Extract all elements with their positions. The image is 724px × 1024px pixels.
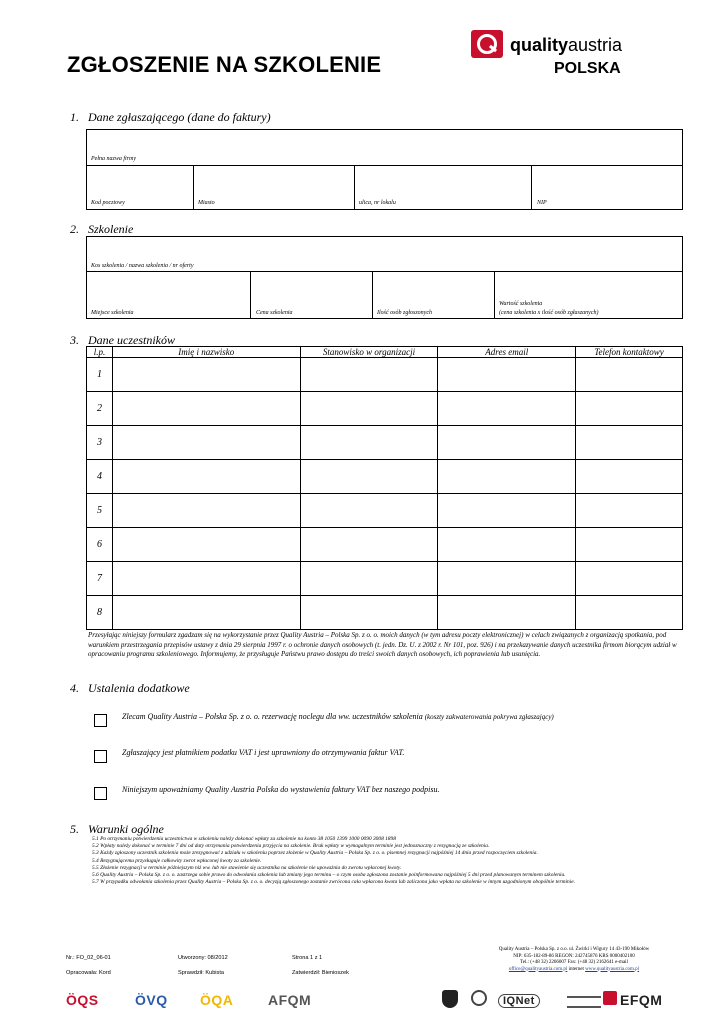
col-header-phone: Telefon kontaktowy xyxy=(576,347,683,358)
email-cell[interactable] xyxy=(438,494,576,528)
general-conditions-list xyxy=(92,836,682,886)
table-row xyxy=(87,562,683,596)
section-1-col-divider xyxy=(354,165,355,210)
table-row xyxy=(87,494,683,528)
row-number: 4 xyxy=(87,460,113,494)
section-2-col-divider xyxy=(372,271,373,319)
email-cell[interactable] xyxy=(438,562,576,596)
name-cell[interactable] xyxy=(112,596,300,630)
row-number: 6 xyxy=(87,528,113,562)
email-cell[interactable] xyxy=(438,358,576,392)
col-header-name: Imię i nazwisko xyxy=(112,347,300,358)
page-number: Strona 1 z 1 xyxy=(292,955,323,961)
row-number: 2 xyxy=(87,392,113,426)
row-number: 7 xyxy=(87,562,113,596)
ovq-logo: ÖVQ xyxy=(135,992,168,1008)
email-cell[interactable] xyxy=(438,392,576,426)
section-1-heading: 1. Dane zgłaszającego (dane do faktury) xyxy=(70,110,271,124)
section-1-col-divider xyxy=(531,165,532,210)
phone-cell[interactable] xyxy=(576,460,683,494)
row-number: 1 xyxy=(87,358,113,392)
vat-payer-checkbox[interactable] xyxy=(94,750,107,763)
afqm-logo: AFQM xyxy=(268,992,312,1008)
approved-by: Zatwierdził: Bienioszek xyxy=(292,970,349,976)
condition-item: 5.5 Złożenie rezygnacji w terminie późniejszym niż ww. lub nie stawienie się uczestnika na szkolenie nie upoważnia do zwrotu wpłaconej kwoty. xyxy=(92,864,402,871)
position-cell[interactable] xyxy=(300,494,438,528)
col-header-email: Adres email xyxy=(438,347,576,358)
company-address: Quality Austria – Polska Sp. z o.o. ul. Żwirki i Wigury 14 43-190 Mikołów xyxy=(498,947,650,952)
name-cell[interactable] xyxy=(112,562,300,596)
position-cell[interactable] xyxy=(300,596,438,630)
position-cell[interactable] xyxy=(300,426,438,460)
postal-code-field[interactable]: Kod pocztowy xyxy=(91,200,125,206)
position-cell[interactable] xyxy=(300,562,438,596)
email-cell[interactable] xyxy=(438,596,576,630)
name-cell[interactable] xyxy=(112,494,300,528)
section-5-heading: 5. Warunki ogólne xyxy=(70,822,164,836)
full-name-field[interactable]: Pełna nazwa firmy xyxy=(91,156,136,162)
training-price-field[interactable]: Cena szkolenia xyxy=(256,310,293,316)
phone-cell[interactable] xyxy=(576,358,683,392)
name-cell[interactable] xyxy=(112,426,300,460)
city-field[interactable]: Miasto xyxy=(198,200,215,206)
section-1-form xyxy=(86,129,683,210)
table-row xyxy=(87,596,683,630)
created-date: Utworzony: 08/2012 xyxy=(178,955,228,961)
iqnet-logo: IQNet xyxy=(498,994,540,1008)
position-cell[interactable] xyxy=(300,460,438,494)
page-title: ZGŁOSZENIE NA SZKOLENIE xyxy=(67,52,382,77)
section-2-col-divider xyxy=(250,271,251,319)
phone-cell[interactable] xyxy=(576,562,683,596)
quality-austria-small-logo-icon xyxy=(603,991,617,1005)
data-consent-text: Przesyłając niniejszy formularz zgadzam się na wykorzystanie przez Quality Austria – Polska Sp. z o. o. moich danych (w tym adresu poczty elektronicznej) w celach związanych z organizacją spotkania, pod warunkiem przestrzegania przepisów ustawy z dnia 29 sierpnia 1997 r. o ochronie danych osobowych (t. jedn. Dz. U. z 2002 r. Nr 101, poz. 926) i na przekazywanie danych uczestnika firmom biorącym udział w opracowaniu programu szkoleniowego. Informujemy, że przysługuje Państwu prawo dostępu do treści swoich danych osobowych, ich poprawienia lub usunięcia. xyxy=(88,631,677,658)
condition-item: 5.4 Rezygnującemu przysługuje całkowity zwrot wpłaconej kwoty za szkolenie. xyxy=(92,857,262,864)
section-2-heading: 2. Szkolenie xyxy=(70,222,134,236)
invoice-authorization-option-label: Niniejszym upoważniamy Quality Austria Polska do wystawienia faktury VAT bez naszego podpisu. xyxy=(122,785,440,794)
quality-austria-logo-icon xyxy=(471,30,503,58)
condition-item: 5.1 Po otrzymaniu potwierdzenia uczestnictwa w szkoleniu należy dokonać wpłaty za szkolenie na konto 38 1050 1399 1000 0090 3008 1898 xyxy=(92,836,396,842)
position-cell[interactable] xyxy=(300,528,438,562)
phone-cell[interactable] xyxy=(576,494,683,528)
phone-cell[interactable] xyxy=(576,528,683,562)
table-row xyxy=(87,460,683,494)
street-field[interactable]: ulica, nr lokalu xyxy=(359,200,396,206)
eagle-emblem-icon xyxy=(442,990,458,1008)
training-place-field[interactable]: Miejsce szkolenia xyxy=(91,310,134,316)
col-header-lp: l.p. xyxy=(87,347,113,358)
partner-emblem-icon xyxy=(567,996,601,1008)
email-cell[interactable] xyxy=(438,528,576,562)
section-2-col-divider xyxy=(494,271,495,319)
invoice-authorization-checkbox[interactable] xyxy=(94,787,107,800)
course-name-field[interactable]: Kos szkolenia / nazwa szkolenia / nr oferty xyxy=(91,263,194,269)
name-cell[interactable] xyxy=(112,528,300,562)
efqm-logo: EFQM xyxy=(620,992,663,1008)
internet-label: internet xyxy=(568,966,584,972)
name-cell[interactable] xyxy=(112,358,300,392)
email-cell[interactable] xyxy=(438,426,576,460)
training-value-field[interactable]: (cena szkolenia x ilość osób zgłaszanych) xyxy=(499,310,599,316)
condition-item: 5.7 W przypadku odwołania szkolenia przez Quality Austria – Polska Sp. z o. o. decyzją zgłoszonego zostanie zwrócona cała wpłacona kwota lub zaliczona jako wpłata na szkolenie w innym uzgodnionym obopólnie terminie. xyxy=(92,879,575,886)
form-number: Nr.: FO_02_06-01 xyxy=(66,955,111,961)
section-1-col-divider xyxy=(193,165,194,210)
col-header-position: Stanowisko w organizacji xyxy=(300,347,438,358)
oqs-logo: ÖQS xyxy=(66,992,99,1008)
section-2-divider xyxy=(86,271,683,272)
participants-table xyxy=(86,346,683,630)
table-row xyxy=(87,358,683,392)
accommodation-checkbox[interactable] xyxy=(94,714,107,727)
section-4-heading: 4. Ustalenia dodatkowe xyxy=(70,681,190,695)
condition-item: 5.2 Wpłaty należy dokonać w terminie 7 dni od daty otrzymania potwierdzenia przyjęcia na szkolenie. Brak wpłaty w wymagalnym terminie jest jednoznaczny z rezygnacją ze szkolenia. xyxy=(92,843,490,850)
table-row xyxy=(87,426,683,460)
row-number: 3 xyxy=(87,426,113,460)
row-number: 8 xyxy=(87,596,113,630)
checked-by: Sprawdził: Kubista xyxy=(178,970,225,976)
accommodation-option-label: Zlecam Quality Austria – Polska Sp. z o. o. rezerwację noclegu dla ww. uczestników szkolenia (koszty zakwaterowania pokrywa zgłaszający) xyxy=(122,712,554,721)
name-cell[interactable] xyxy=(112,392,300,426)
vat-payer-option-label: Zgłaszający jest płatnikiem podatku VAT i jest uprawniony do otrzymywania faktur VAT. xyxy=(122,748,405,757)
email-cell[interactable] xyxy=(438,460,576,494)
phone-cell[interactable] xyxy=(576,426,683,460)
table-row xyxy=(87,392,683,426)
phone-cell[interactable] xyxy=(576,596,683,630)
prepared-by: Opracowała: Kord xyxy=(66,970,111,976)
training-value-label: Wartość szkolenia xyxy=(499,301,543,307)
brand-name: qualityaustria xyxy=(510,35,623,55)
nip-field[interactable]: NIP xyxy=(537,200,547,206)
section-3-heading: 3. Dane uczestników xyxy=(70,333,175,347)
participants-count-field[interactable]: Ilość osób zgłoszonych xyxy=(377,310,432,316)
position-cell[interactable] xyxy=(300,358,438,392)
row-number: 5 xyxy=(87,494,113,528)
company-contact: Tel.: (+48 32) 2266007 Fax: (+48 32) 2162641 e-mail xyxy=(520,960,628,965)
condition-item: 5.6 Quality Austria – Polska Sp. z o. o. zastrzega sobie prawo do odwołania szkolenia lub zmiany jego terminu – o czym osoba zgłoszona zostanie poinformowana najpóźniej 5 dni przed planowanym terminem szkolenia. xyxy=(92,872,566,879)
name-cell[interactable] xyxy=(112,460,300,494)
brand-sub: POLSKA xyxy=(554,60,621,77)
company-info xyxy=(455,947,693,973)
table-row xyxy=(87,528,683,562)
accreditation-seal-icon xyxy=(471,990,487,1006)
company-email-link[interactable]: office@qualityaustria.com.pl xyxy=(508,966,568,972)
position-cell[interactable] xyxy=(300,392,438,426)
section-2-form xyxy=(86,236,683,319)
company-web-link[interactable]: www.qualityaustria.com.pl xyxy=(585,966,640,972)
company-registration: NIP: 635-182-89-86 REGON: 242745876 KRS 0000402100 xyxy=(513,953,635,959)
phone-cell[interactable] xyxy=(576,392,683,426)
oqa-logo: ÖQA xyxy=(200,992,234,1008)
section-1-divider xyxy=(86,165,683,166)
condition-item: 5.3 Każdy zgłoszony uczestnik szkolenia może zrezygnować z udziału w szkoleniu poprzez złożenie w Quality Austria – Polska Sp. z o. o. pisemnej rezygnacji najpóźniej 14 dnia przed rozpoczęciem szkolenia. xyxy=(92,850,538,857)
